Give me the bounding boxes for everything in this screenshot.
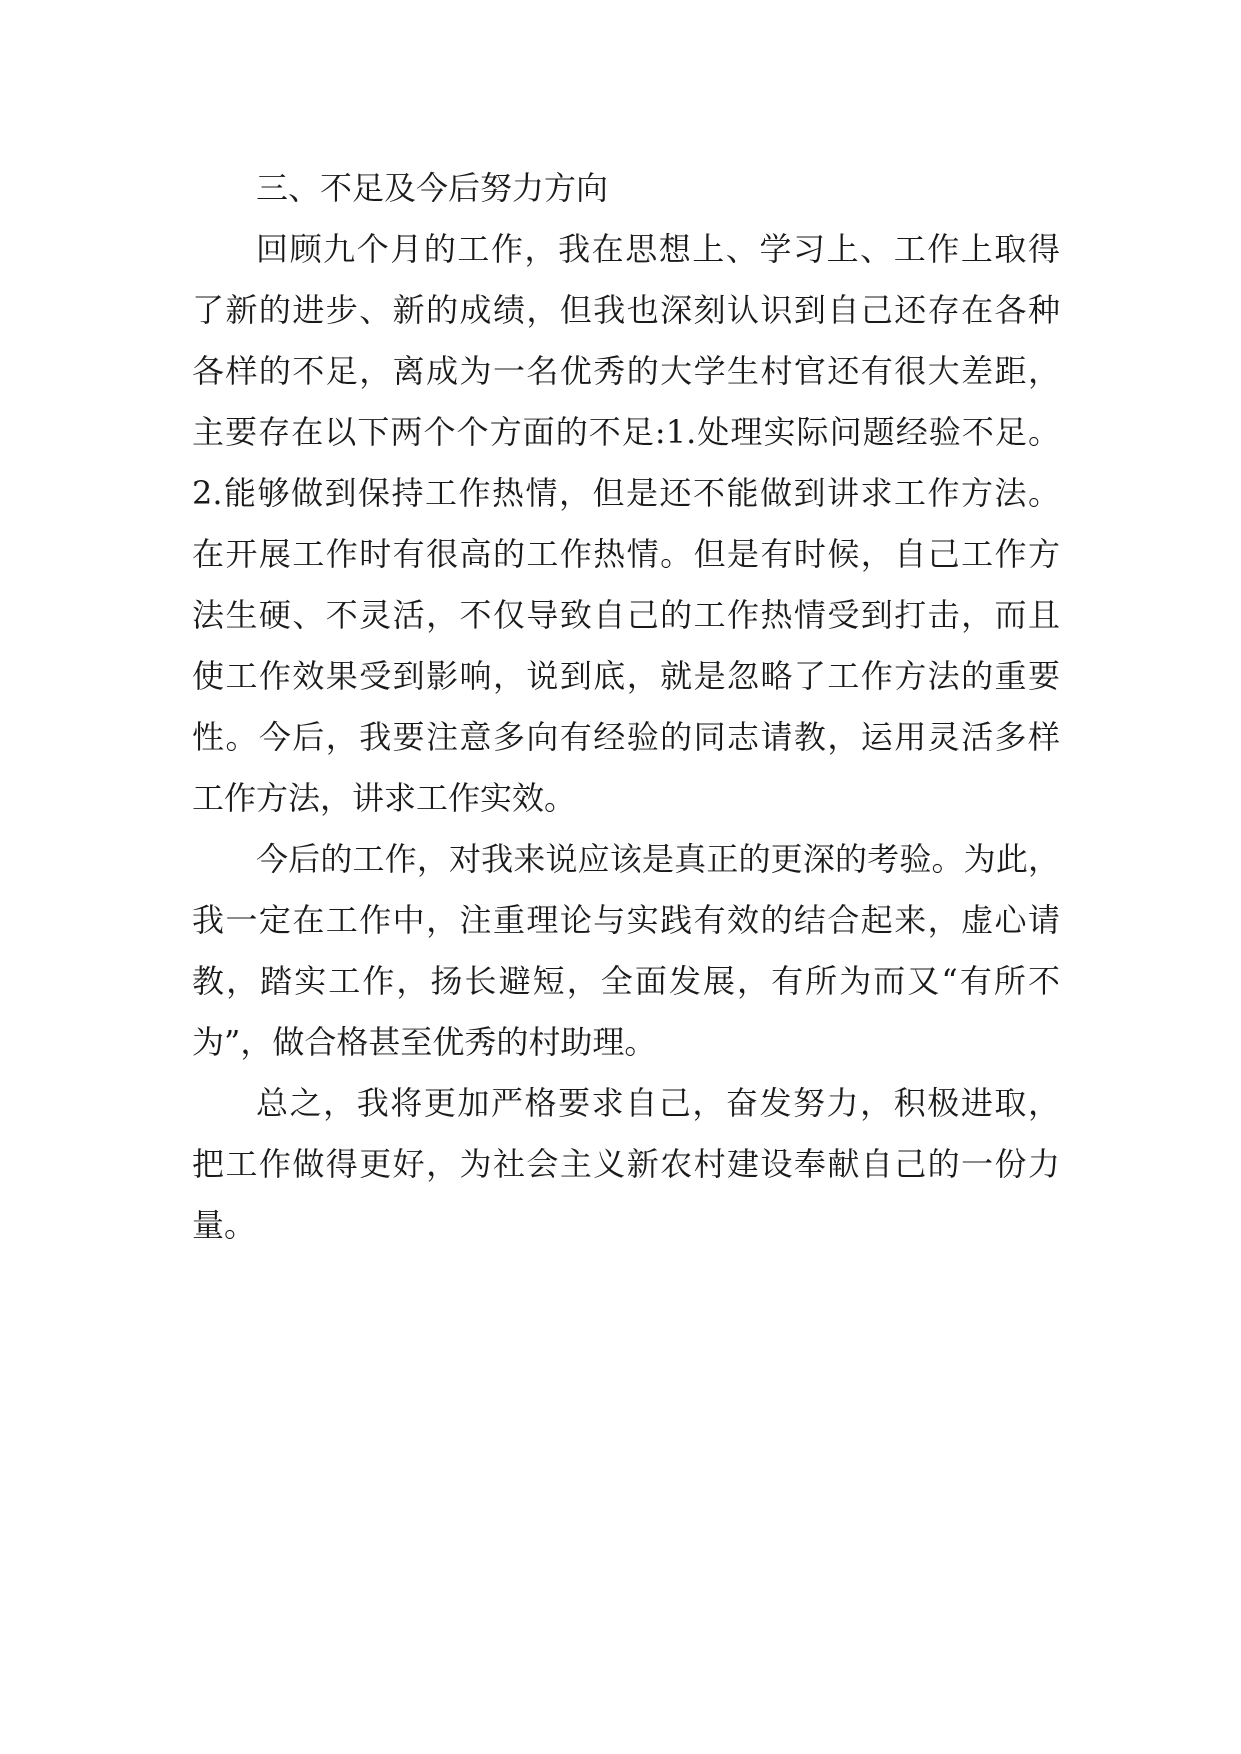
paragraph-line: 为”，做合格甚至优秀的村助理。 (192, 1023, 657, 1061)
paragraph-line: 总之，我将更加严格要求自己，奋发努力，积极进取， (256, 1084, 1060, 1122)
section-heading: 三、不足及今后努力方向 (256, 169, 609, 207)
paragraph-line: 了新的进步、新的成绩，但我也深刻认识到自己还存在各种 (192, 291, 1060, 329)
document-body (192, 158, 1060, 1256)
paragraph-line: 主要存在以下两个个方面的不足:1.处理实际问题经验不足。 (192, 413, 1060, 451)
paragraph-line: 使工作效果受到影响，说到底，就是忽略了工作方法的重要 (192, 657, 1060, 695)
paragraph-line: 性。今后，我要注意多向有经验的同志请教，运用灵活多样 (192, 718, 1060, 756)
paragraph-line: 2.能够做到保持工作热情，但是还不能做到讲求工作方法。 (192, 474, 1060, 512)
paragraph-3 (192, 1073, 1060, 1256)
paragraph-line: 法生硬、不灵活，不仅导致自己的工作热情受到打击，而且 (192, 596, 1060, 634)
paragraph-2 (192, 829, 1060, 1073)
paragraph-1 (192, 219, 1060, 829)
paragraph-line: 我一定在工作中，注重理论与实践有效的结合起来，虚心请 (192, 901, 1060, 939)
paragraph-line: 把工作做得更好，为社会主义新农村建设奉献自己的一份力 (192, 1145, 1060, 1183)
paragraph-line: 工作方法，讲求工作实效。 (192, 779, 577, 817)
paragraph-line: 在开展工作时有很高的工作热情。但是有时候，自己工作方 (192, 535, 1060, 573)
paragraph-line: 量。 (192, 1206, 257, 1244)
paragraph-line: 回顾九个月的工作，我在思想上、学习上、工作上取得 (256, 230, 1060, 268)
paragraph-line: 教，踏实工作，扬长避短，全面发展，有所为而又“有所不 (192, 962, 1060, 1000)
paragraph-line: 今后的工作，对我来说应该是真正的更深的考验。为此， (256, 840, 1060, 878)
paragraph-line: 各样的不足，离成为一名优秀的大学生村官还有很大差距， (192, 352, 1060, 390)
